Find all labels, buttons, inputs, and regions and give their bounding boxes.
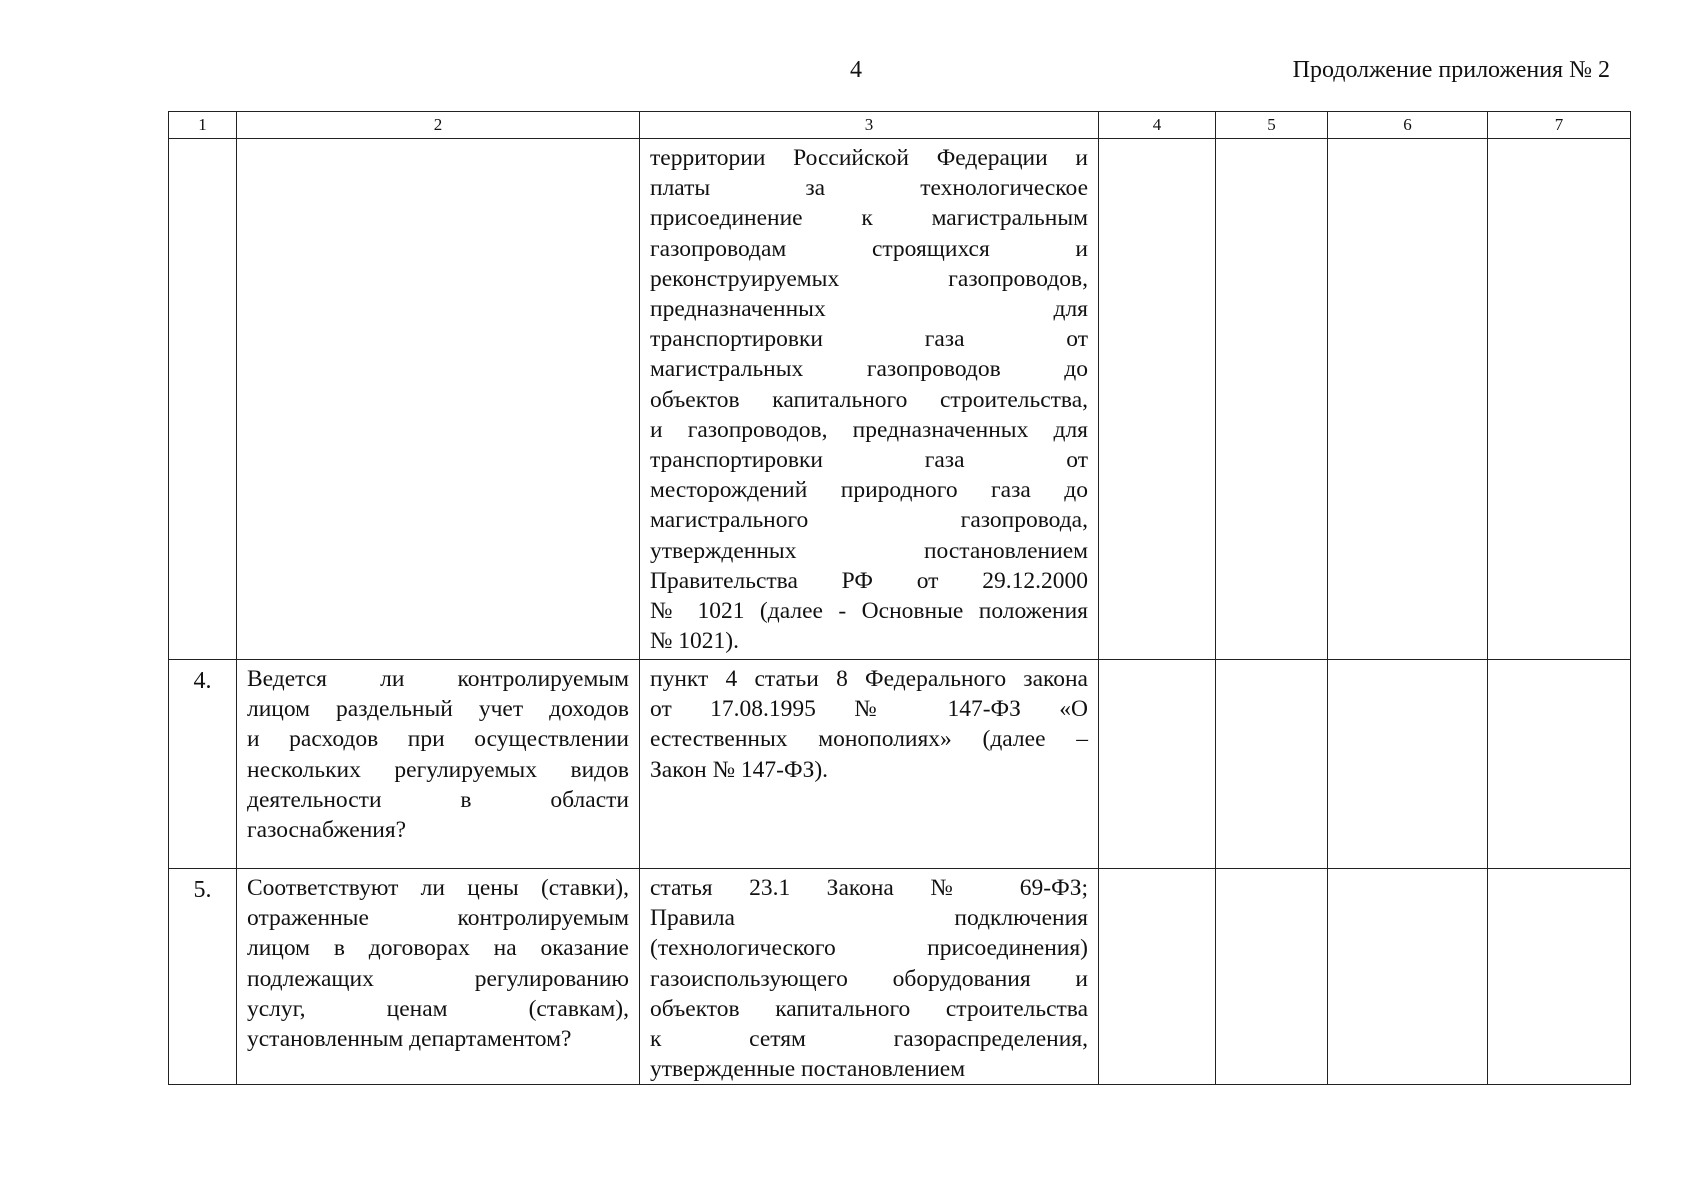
answer-cell-7 xyxy=(1488,660,1631,869)
text-line: лицом в договорах на оказание xyxy=(247,935,629,962)
text-line: транспортировки газа от xyxy=(650,326,1088,353)
text-line: № 1021). xyxy=(650,628,739,655)
text-line: объектов капитального строительства xyxy=(650,995,1088,1022)
answer-cell-5 xyxy=(1216,869,1328,1085)
legal-basis-text xyxy=(640,869,1098,1084)
text-line: № 1021 (далее - Основные положения xyxy=(650,598,1088,625)
text-line: Правительства РФ от 29.12.2000 xyxy=(650,567,1088,594)
answer-cell-6 xyxy=(1328,660,1488,869)
column-header-1: 1 xyxy=(169,112,237,139)
answer-cell-4 xyxy=(1099,660,1216,869)
text-line: установленным департаментом? xyxy=(247,1026,572,1053)
column-header-5: 5 xyxy=(1216,112,1328,139)
text-line: утвержденных постановлением xyxy=(650,537,1088,564)
answer-cell-5 xyxy=(1216,660,1328,869)
column-header-7: 7 xyxy=(1488,112,1631,139)
column-header-2: 2 xyxy=(237,112,640,139)
column-header-4: 4 xyxy=(1099,112,1216,139)
text-line: подлежащих регулированию xyxy=(247,965,629,992)
answer-cell-4 xyxy=(1099,139,1216,660)
table-row xyxy=(169,660,1631,869)
appendix-continuation-header: Продолжение приложения № 2 xyxy=(1292,57,1610,83)
legal-basis-text xyxy=(640,139,1098,656)
text-line: магистрального газопровода, xyxy=(650,507,1088,534)
row-number-cell xyxy=(169,869,237,1085)
row-number: 5. xyxy=(193,877,212,903)
text-line: территории Российской Федерации и xyxy=(650,145,1088,171)
legal-basis-cell xyxy=(640,660,1099,869)
text-line: Правила подключения xyxy=(650,905,1088,932)
question-cell xyxy=(237,139,640,660)
question-text xyxy=(237,660,639,845)
legal-basis-cell xyxy=(640,139,1099,660)
text-line: газоиспользующего оборудования и xyxy=(650,965,1088,992)
page-number: 4 xyxy=(850,57,862,83)
text-line: лицом раздельный учет доходов xyxy=(247,696,629,723)
text-line: деятельности в области xyxy=(247,786,629,813)
text-line: (технологического присоединения) xyxy=(650,935,1088,962)
row-number: 4. xyxy=(193,668,212,694)
text-line: услуг, ценам (ставкам), xyxy=(247,995,629,1022)
text-line: реконструируемых газопроводов, xyxy=(650,265,1088,292)
text-line: платы за технологическое xyxy=(650,175,1088,202)
answer-cell-7 xyxy=(1488,139,1631,660)
answer-cell-4 xyxy=(1099,869,1216,1085)
column-header-6: 6 xyxy=(1328,112,1488,139)
table-row xyxy=(169,869,1631,1085)
text-line: магистральных газопроводов до xyxy=(650,356,1088,383)
column-header-3: 3 xyxy=(640,112,1099,139)
text-line: пункт 4 статьи 8 Федерального закона xyxy=(650,666,1088,692)
row-number-cell xyxy=(169,139,237,660)
text-line: и газопроводов, предназначенных для xyxy=(650,416,1088,443)
question-cell xyxy=(237,660,640,869)
question-cell xyxy=(237,869,640,1085)
text-line: Закон № 147-ФЗ). xyxy=(650,756,829,783)
text-line: объектов капитального строительства, xyxy=(650,386,1088,413)
text-line: Соответствуют ли цены (ставки), xyxy=(247,875,629,901)
question-text xyxy=(237,869,639,1054)
text-line: утвержденные постановлением xyxy=(650,1056,966,1083)
text-line: естественных монополиях» (далее – xyxy=(650,726,1088,753)
answer-cell-6 xyxy=(1328,869,1488,1085)
row-number-cell xyxy=(169,660,237,869)
answer-cell-6 xyxy=(1328,139,1488,660)
text-line: статья 23.1 Закона № 69-ФЗ; xyxy=(650,875,1088,901)
table-row xyxy=(169,139,1631,660)
text-line: нескольких регулируемых видов xyxy=(247,756,629,783)
text-line: Ведется ли контролируемым xyxy=(247,666,629,692)
legal-basis-text xyxy=(640,660,1098,785)
text-line: транспортировки газа от xyxy=(650,447,1088,474)
checklist-table xyxy=(168,111,1631,1085)
legal-basis-cell xyxy=(640,869,1099,1085)
text-line: от 17.08.1995 № 147-ФЗ «О xyxy=(650,696,1088,723)
text-line: к сетям газораспределения, xyxy=(650,1026,1088,1053)
column-number-row xyxy=(169,112,1631,139)
answer-cell-5 xyxy=(1216,139,1328,660)
text-line: отраженные контролируемым xyxy=(247,905,629,932)
text-line: и расходов при осуществлении xyxy=(247,726,629,753)
text-line: присоединение к магистральным xyxy=(650,205,1088,232)
text-line: предназначенных для xyxy=(650,296,1088,323)
text-line: газопроводам строящихся и xyxy=(650,235,1088,262)
text-line: газоснабжения? xyxy=(247,817,407,844)
text-line: месторождений природного газа до xyxy=(650,477,1088,504)
answer-cell-7 xyxy=(1488,869,1631,1085)
